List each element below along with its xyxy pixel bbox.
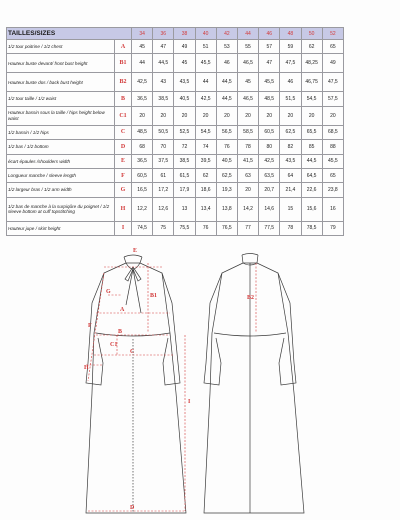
measurement-value: 72 [174, 140, 195, 154]
measurement-value: 42,5 [195, 92, 216, 106]
measurement-value: 36,5 [132, 154, 153, 168]
size-header-cell: 34 [132, 28, 153, 40]
measurement-label: 1/2 bas de manche à la surpiqûre du poignet / 1/2 sleeve bottom at cuff topstitching [7, 197, 115, 221]
measurement-label: 1/2 bassin / 1/2 hips [7, 125, 115, 139]
size-header-cell: 48 [280, 28, 301, 40]
size-table [6, 27, 344, 236]
dress-technical-drawing [0, 243, 400, 520]
measurement-value: 46 [216, 54, 237, 73]
measurement-value: 12,2 [132, 197, 153, 221]
measurement-value: 63,5 [259, 168, 280, 182]
measurement-value: 51 [195, 40, 216, 54]
measurement-value: 54,5 [195, 125, 216, 139]
measurement-value: 74 [195, 140, 216, 154]
measurement-value: 43,5 [280, 154, 301, 168]
measurement-value: 20 [301, 106, 322, 125]
measurement-value: 20 [259, 106, 280, 125]
measurement-value: 20 [132, 106, 153, 125]
measurement-value: 42,5 [259, 154, 280, 168]
front-measure-lines [86, 263, 185, 511]
size-header-cell: 38 [174, 28, 195, 40]
marker-b: B [118, 329, 123, 335]
measurement-code: B1 [115, 54, 132, 73]
measurement-value: 46 [280, 73, 301, 92]
measurement-code: B [115, 92, 132, 106]
measurement-value: 41,5 [237, 154, 258, 168]
table-title: TAILLES/SIZES [7, 28, 132, 40]
measurement-value: 76 [216, 140, 237, 154]
measurement-value: 62,5 [280, 125, 301, 139]
marker-b2: B2 [247, 295, 255, 301]
marker-g: G [106, 289, 111, 295]
table-row [7, 140, 344, 154]
measurement-value: 15 [280, 197, 301, 221]
front-view [86, 255, 186, 513]
measurement-value: 40,5 [216, 154, 237, 168]
measurement-value: 77 [237, 221, 258, 235]
measurement-label: 1/2 largeur bras / 1/2 arm width [7, 183, 115, 197]
measurement-code: D [115, 140, 132, 154]
measurement-value: 80 [259, 140, 280, 154]
measurement-value: 43 [153, 73, 174, 92]
measurement-value: 18,6 [195, 183, 216, 197]
marker-i: I [188, 399, 191, 405]
measurement-value: 20 [237, 183, 258, 197]
back-view [204, 254, 304, 514]
measurement-code: A [115, 40, 132, 54]
measurement-value: 82 [280, 140, 301, 154]
measurement-value: 15,6 [301, 197, 322, 221]
measurement-value: 47 [153, 40, 174, 54]
measurement-value: 58,5 [237, 125, 258, 139]
measurement-code: C1 [115, 106, 132, 125]
measurement-value: 61 [153, 168, 174, 182]
size-header-cell: 42 [216, 28, 237, 40]
marker-a: A [120, 307, 125, 313]
size-header-cell: 50 [301, 28, 322, 40]
measurement-value: 78,5 [301, 221, 322, 235]
measurement-label: Hauteur bassin sous la taille / hips height below waist [7, 106, 115, 125]
measurement-value: 21,4 [280, 183, 301, 197]
table-row [7, 221, 344, 235]
measurement-value: 55 [237, 40, 258, 54]
measurement-code: G [115, 183, 132, 197]
measurement-value: 20 [174, 106, 195, 125]
measurement-code: I [115, 221, 132, 235]
measurement-code: H [115, 197, 132, 221]
marker-c: C [130, 349, 135, 355]
measurement-value: 14,2 [237, 197, 258, 221]
measurement-value: 46,5 [237, 54, 258, 73]
measurement-value: 44,5 [301, 154, 322, 168]
measurement-value: 45 [237, 73, 258, 92]
size-header-cell: 46 [259, 28, 280, 40]
measurement-code: C [115, 125, 132, 139]
table-row [7, 183, 344, 197]
measurement-code: F [115, 168, 132, 182]
measurement-value: 64,5 [301, 168, 322, 182]
measurement-value: 77,5 [259, 221, 280, 235]
measurement-value: 42,5 [132, 73, 153, 92]
measurement-label: 1/2 tour taille / 1/2 waist [7, 92, 115, 106]
measurement-value: 50,5 [153, 125, 174, 139]
measurement-label: Hauteur buste devant/ front bust height [7, 54, 115, 73]
measurement-value: 47,5 [280, 54, 301, 73]
size-header-cell: 40 [195, 28, 216, 40]
measurement-value: 20 [322, 106, 343, 125]
measurement-value: 63 [237, 168, 258, 182]
measurement-value: 45,5 [259, 73, 280, 92]
measurement-value: 44,5 [153, 54, 174, 73]
measurement-value: 13 [174, 197, 195, 221]
measurement-value: 43,5 [174, 73, 195, 92]
measurement-value: 44 [195, 73, 216, 92]
measurement-value: 62,5 [216, 168, 237, 182]
measurement-value: 48,5 [132, 125, 153, 139]
measurement-value: 47 [259, 54, 280, 73]
measurement-value: 62 [195, 168, 216, 182]
size-header-row [7, 28, 344, 40]
measurement-value: 14,6 [259, 197, 280, 221]
table-row [7, 125, 344, 139]
size-table-body [7, 40, 344, 236]
marker-f: F [88, 323, 92, 329]
measurement-value: 65 [322, 40, 343, 54]
measurement-value: 45 [132, 40, 153, 54]
measurement-value: 44 [132, 54, 153, 73]
marker-h: H [84, 365, 89, 371]
measurement-value: 45,5 [195, 54, 216, 73]
measurement-value: 44,5 [216, 92, 237, 106]
measurement-value: 20,7 [259, 183, 280, 197]
measurement-label: Hauteur buste dos / back bust height [7, 73, 115, 92]
measurement-value: 49 [322, 54, 343, 73]
measurement-value: 46,5 [237, 92, 258, 106]
measurement-value: 52,5 [174, 125, 195, 139]
measurement-label: écart épaules /shoulders width [7, 154, 115, 168]
back-markers [247, 295, 254, 301]
marker-b1: B1 [150, 293, 158, 299]
measurement-value: 79 [322, 221, 343, 235]
measurement-value: 56,5 [216, 125, 237, 139]
measurement-value: 65 [322, 168, 343, 182]
measurement-value: 13,4 [195, 197, 216, 221]
table-row [7, 106, 344, 125]
measurement-value: 60,5 [132, 168, 153, 182]
table-row [7, 54, 344, 73]
measurement-value: 46,75 [301, 73, 322, 92]
measurement-label: Hauteur jupe / skirt height [7, 221, 115, 235]
measurement-value: 88 [322, 140, 343, 154]
measurement-value: 60,5 [259, 125, 280, 139]
measurement-value: 16 [322, 197, 343, 221]
size-header-cell: 44 [237, 28, 258, 40]
measurement-value: 68,5 [322, 125, 343, 139]
measurement-value: 48,5 [259, 92, 280, 106]
measurement-value: 65,5 [301, 125, 322, 139]
marker-d: D [130, 505, 135, 511]
measurement-value: 37,5 [153, 154, 174, 168]
measurement-value: 44,5 [216, 73, 237, 92]
measurement-value: 40,5 [174, 92, 195, 106]
measurement-value: 45 [174, 54, 195, 73]
size-header-cell: 36 [153, 28, 174, 40]
measurement-value: 36,5 [132, 92, 153, 106]
measurement-value: 38,5 [153, 92, 174, 106]
measurement-value: 75 [153, 221, 174, 235]
measurement-value: 20 [237, 106, 258, 125]
measurement-value: 16,5 [132, 183, 153, 197]
measurement-code: E [115, 154, 132, 168]
measurement-value: 78 [280, 221, 301, 235]
measurement-value: 61,5 [174, 168, 195, 182]
measurement-value: 20 [153, 106, 174, 125]
measurement-value: 48,25 [301, 54, 322, 73]
measurement-value: 76,5 [216, 221, 237, 235]
measurement-value: 22,6 [301, 183, 322, 197]
measurement-value: 57,5 [322, 92, 343, 106]
measurement-value: 13,8 [216, 197, 237, 221]
measurement-value: 12,6 [153, 197, 174, 221]
measurement-value: 20 [280, 106, 301, 125]
measurement-value: 54,5 [301, 92, 322, 106]
measurement-value: 17,2 [153, 183, 174, 197]
table-row [7, 73, 344, 92]
measurement-value: 78 [237, 140, 258, 154]
measurement-value: 39,5 [195, 154, 216, 168]
measurement-label: 1/2 tour poitrine / 1/2 chest [7, 40, 115, 54]
measurement-value: 38,5 [174, 154, 195, 168]
measurement-value: 19,3 [216, 183, 237, 197]
measurement-value: 47,5 [322, 73, 343, 92]
measurement-value: 68 [132, 140, 153, 154]
measurement-value: 45,5 [322, 154, 343, 168]
table-row [7, 92, 344, 106]
measurement-value: 59 [280, 40, 301, 54]
measurement-value: 70 [153, 140, 174, 154]
measurement-value: 23,8 [322, 183, 343, 197]
table-row [7, 197, 344, 221]
measurement-value: 20 [195, 106, 216, 125]
measurement-value: 53 [216, 40, 237, 54]
marker-c1: C1 [110, 342, 118, 348]
measurement-value: 17,9 [174, 183, 195, 197]
measurement-value: 85 [301, 140, 322, 154]
measurement-value: 64 [280, 168, 301, 182]
table-row [7, 40, 344, 54]
measurement-value: 74,5 [132, 221, 153, 235]
measurement-value: 49 [174, 40, 195, 54]
measurement-value: 51,5 [280, 92, 301, 106]
marker-e: E [133, 248, 138, 254]
measurement-code: B2 [115, 73, 132, 92]
measurement-value: 62 [301, 40, 322, 54]
measurement-label: Longueur manche / sleeve length [7, 168, 115, 182]
size-header-cell: 52 [322, 28, 343, 40]
measurement-label: 1/2 bas / 1/2 bottom [7, 140, 115, 154]
table-row [7, 168, 344, 182]
table-row [7, 154, 344, 168]
measurement-value: 57 [259, 40, 280, 54]
measurement-value: 76 [195, 221, 216, 235]
measurement-value: 20 [216, 106, 237, 125]
measurement-value: 75,5 [174, 221, 195, 235]
